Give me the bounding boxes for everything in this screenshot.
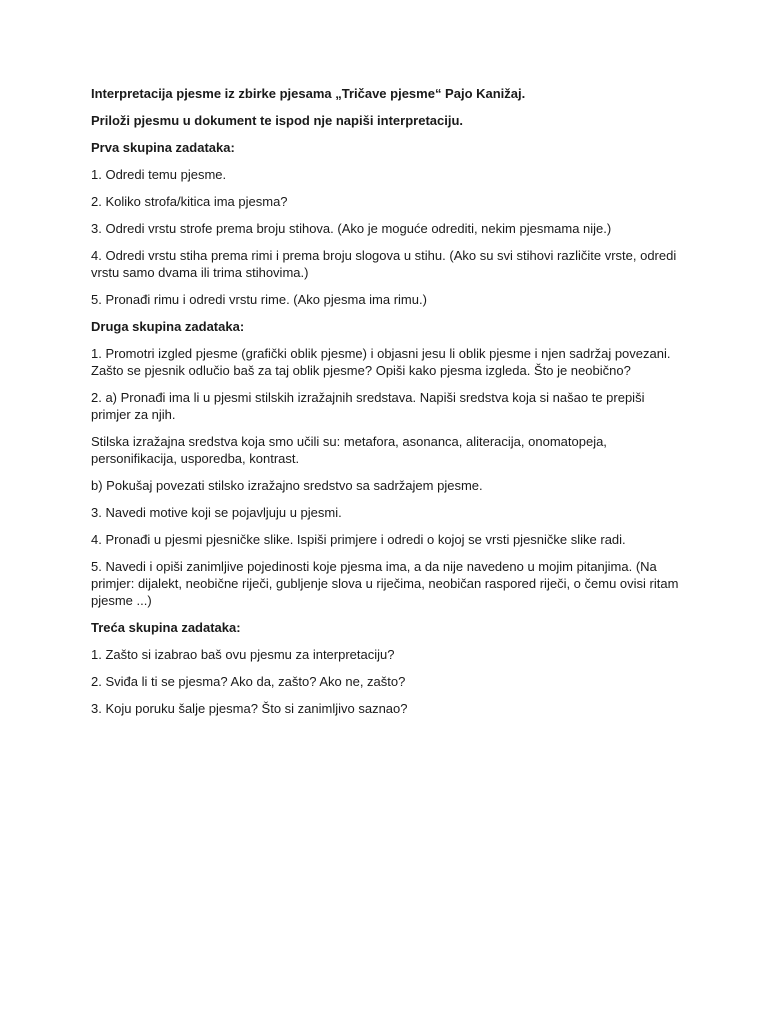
task-item: 3. Navedi motive koji se pojavljuju u pjesmi. [91, 505, 342, 520]
task-item: 3. Odredi vrstu strofe prema broju stihova. (Ako je moguće odrediti, nekim pjesmama nije.) [91, 221, 612, 236]
task-item: 1. Odredi temu pjesme. [91, 167, 227, 182]
task-item: 3. Koju poruku šalje pjesma? Što si zanimljivo saznao? [91, 701, 408, 716]
group-heading: Prva skupina zadataka: [91, 140, 235, 155]
task-item: b) Pokušaj povezati stilsko izražajno sredstvo sa sadržajem pjesme. [91, 478, 483, 493]
document-instruction: Priloži pjesmu u dokument te ispod nje napiši interpretaciju. [91, 113, 464, 128]
task-item: 5. Pronađi rimu i odredi vrstu rime. (Ako pjesma ima rimu.) [91, 292, 427, 307]
task-item: 1. Promotri izgled pjesme (grafički oblik pjesme) i objasni jesu li oblik pjesme i njen sadržaj povezani. Zašto se pjesnik odlučio baš za taj oblik pjesme? Opiši kako pjesma izgleda. Što je neobično? [91, 346, 671, 378]
task-item: 5. Navedi i opiši zanimljive pojedinosti koje pjesma ima, a da nije navedeno u mojim pitanjima. (Na primjer: dijalekt, neobične riječi, gubljenje slova u riječima, neobičan raspored riječi, o čemu ovisi ritam pjesme ...) [91, 559, 679, 608]
task-item: 2. a) Pronađi ima li u pjesmi stilskih izražajnih sredstava. Napiši sredstva koja si našao te prepiši primjer za njih. [91, 390, 645, 422]
task-group-3 [91, 619, 681, 717]
task-item: 4. Pronađi u pjesmi pjesničke slike. Ispiši primjere i odredi o kojoj se vrsti pjesničke slike radi. [91, 532, 626, 547]
task-item: 4. Odredi vrstu stiha prema rimi i prema broju slogova u stihu. (Ako su svi stihovi različite vrste, odredi vrstu samo dvama ili trima stihovima.) [91, 248, 677, 280]
task-group-2 [91, 318, 681, 609]
group-heading: Druga skupina zadataka: [91, 319, 245, 334]
group-heading: Treća skupina zadataka: [91, 620, 241, 635]
document-page [91, 85, 681, 727]
task-item: 2. Koliko strofa/kitica ima pjesma? [91, 194, 288, 209]
task-item: 2. Sviđa li ti se pjesma? Ako da, zašto? Ako ne, zašto? [91, 674, 406, 689]
task-group-1 [91, 139, 681, 308]
task-item: 1. Zašto si izabrao baš ovu pjesmu za interpretaciju? [91, 647, 395, 662]
document-title: Interpretacija pjesme iz zbirke pjesama „Tričave pjesme“ Pajo Kanižaj. [91, 86, 526, 101]
task-note: Stilska izražajna sredstva koja smo učili su: metafora, asonanca, aliteracija, onomatopeja, personifikacija, usporedba, kontrast. [91, 434, 607, 466]
